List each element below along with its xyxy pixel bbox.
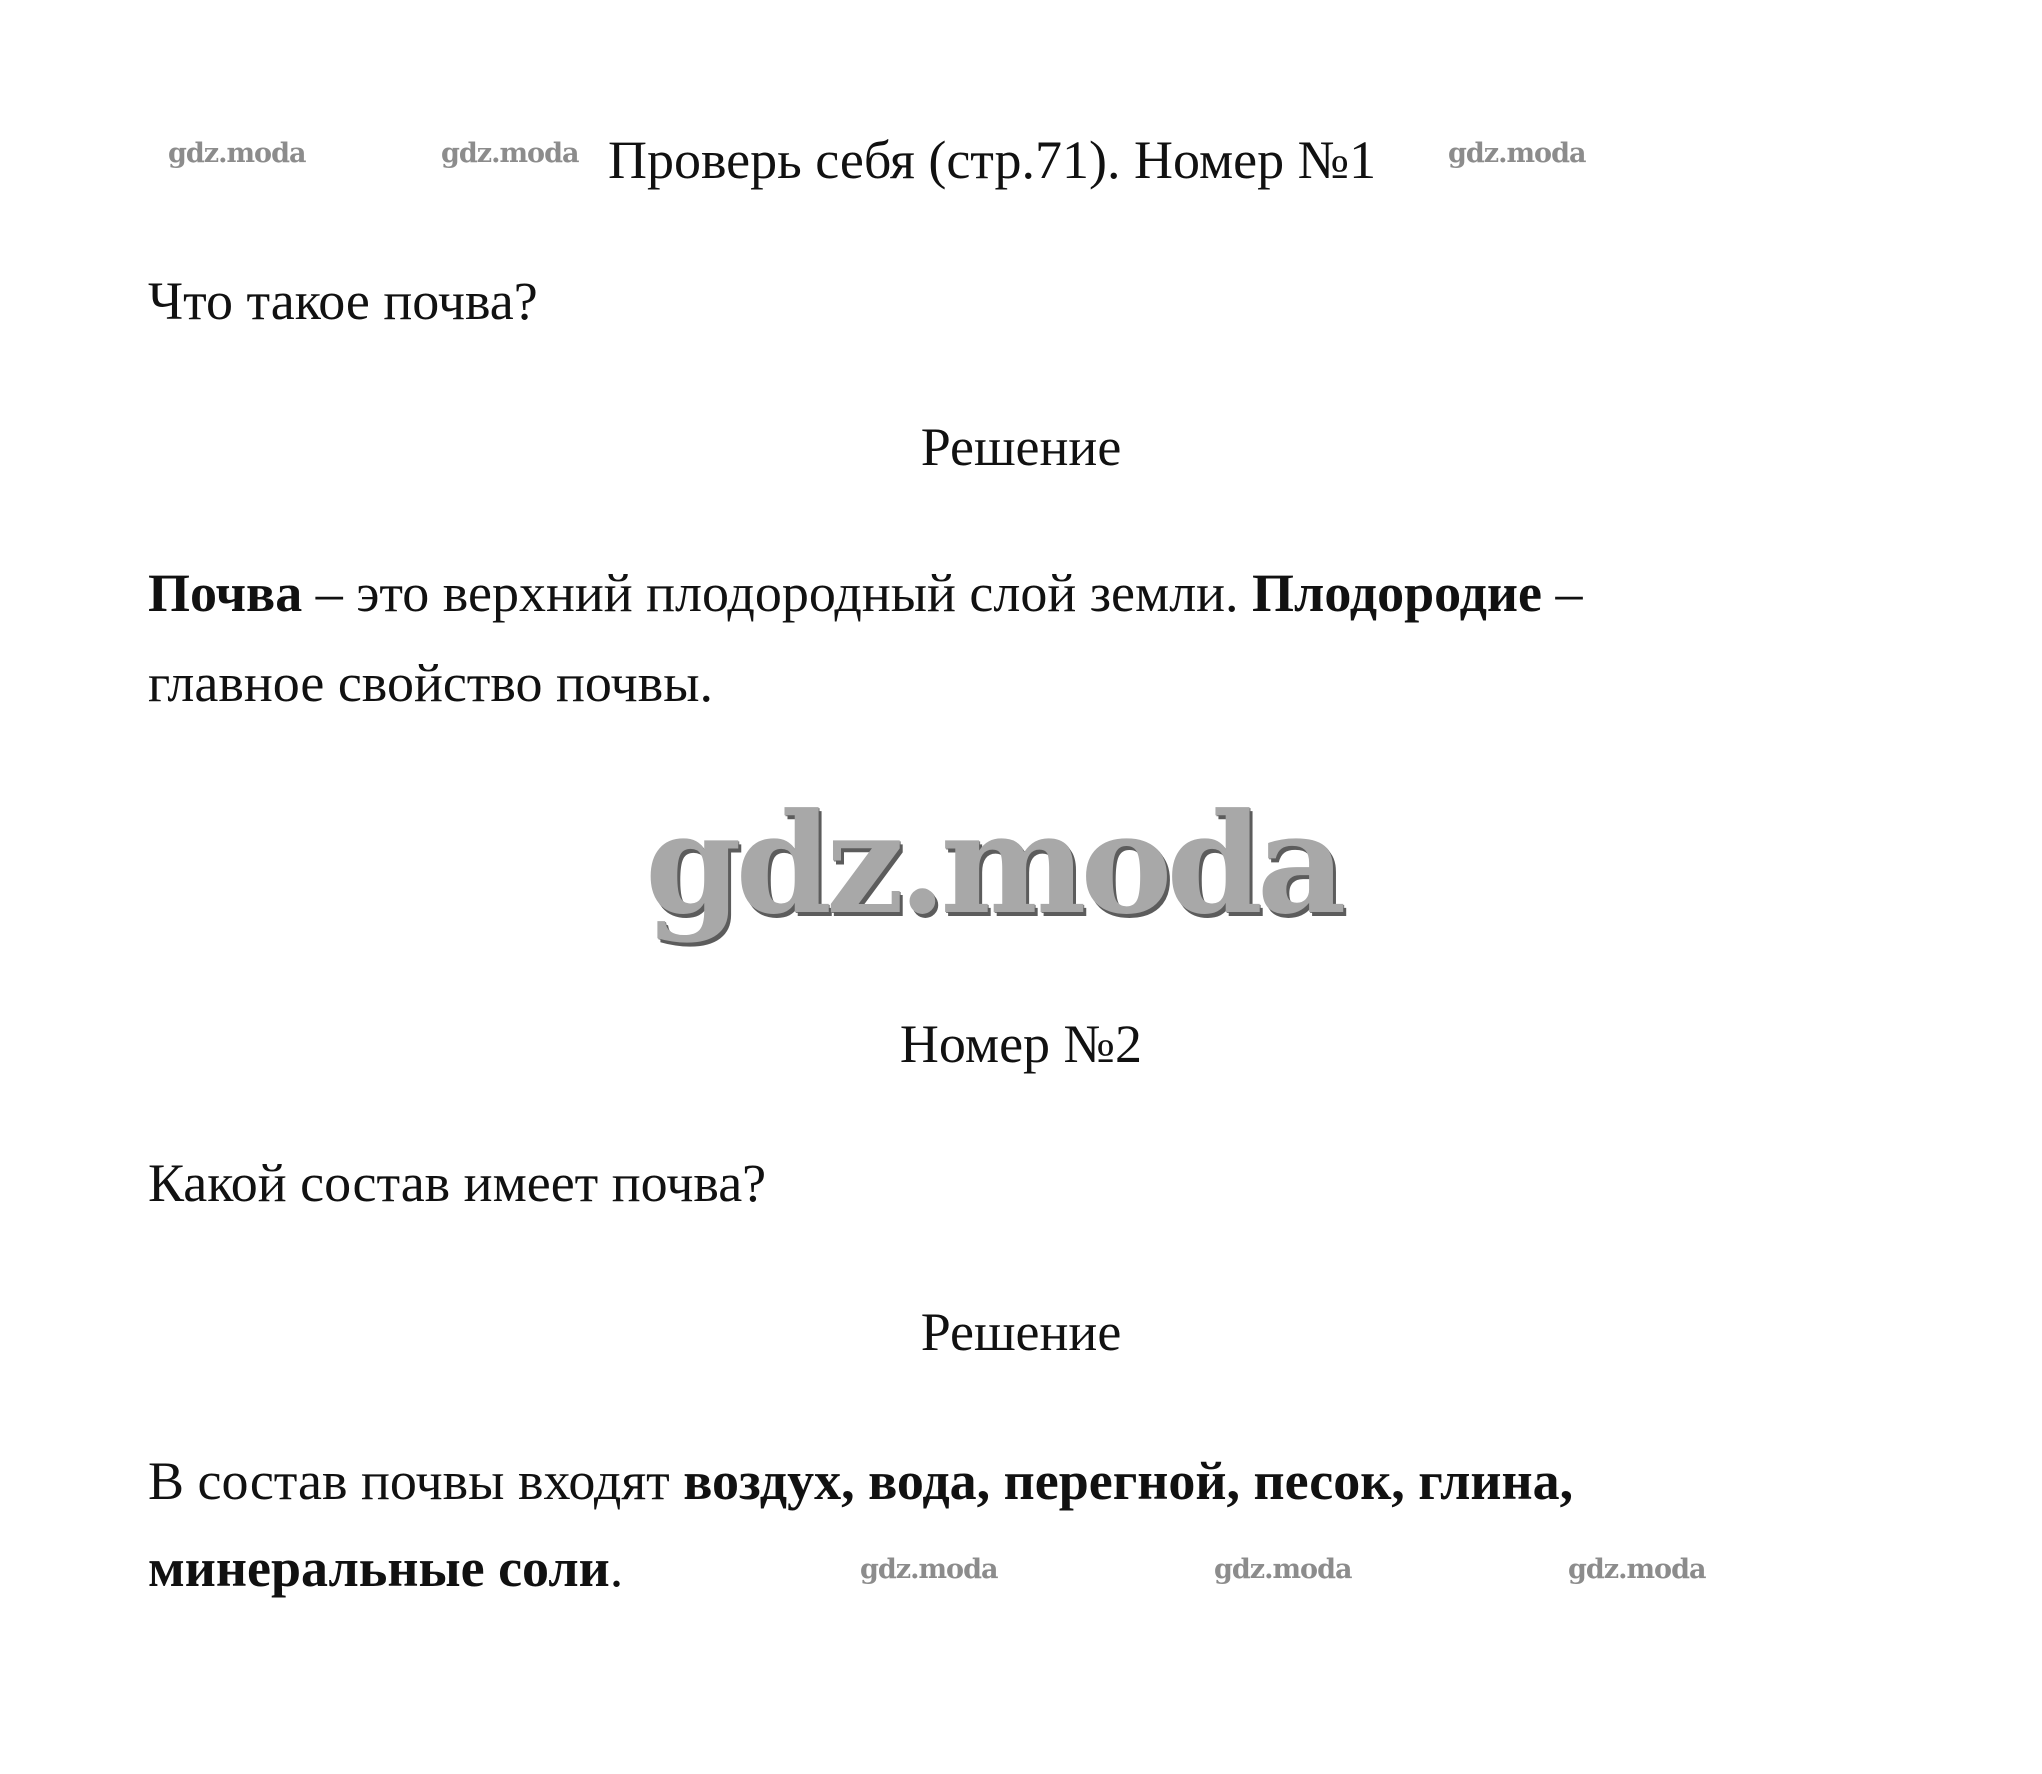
watermark-small: gdz.moda: [168, 138, 306, 169]
answer-2-components: воздух, вода, перегной, песок, глина,: [683, 1451, 1574, 1511]
answer-1-line-2: главное свойство почвы.: [148, 653, 713, 713]
answer-2-line-1: [148, 1451, 1574, 1511]
task-2-number: Номер №2: [899, 1014, 1143, 1074]
watermark-small: gdz.moda: [860, 1554, 998, 1585]
watermark-small: gdz.moda: [441, 138, 579, 169]
term-soil: Почва: [148, 563, 303, 623]
solution-label-1: Решение: [920, 417, 1122, 477]
answer-1-text-1: – это верхний плодородный слой земли.: [302, 563, 1253, 623]
page-title: Проверь себя (стр.71). Номер №1: [608, 130, 1377, 190]
answer-1-line-1: [148, 563, 1583, 623]
term-fertility: Плодородие: [1252, 563, 1542, 623]
answer-2-line-2: [148, 1538, 624, 1598]
solution-label-2: Решение: [920, 1302, 1122, 1362]
watermark-large: gdz.moda: [645, 782, 1341, 945]
answer-2-end: .: [609, 1538, 624, 1598]
watermark-small: gdz.moda: [1568, 1554, 1706, 1585]
answer-1-text-2: –: [1541, 563, 1583, 623]
question-1: Что такое почва?: [148, 271, 538, 331]
answer-2-text: В состав почвы входят: [148, 1451, 684, 1511]
answer-2-minerals: минеральные соли: [148, 1538, 610, 1598]
question-2: Какой состав имеет почва?: [148, 1153, 767, 1213]
watermark-small: gdz.moda: [1214, 1554, 1352, 1585]
watermark-small: gdz.moda: [1448, 138, 1586, 169]
